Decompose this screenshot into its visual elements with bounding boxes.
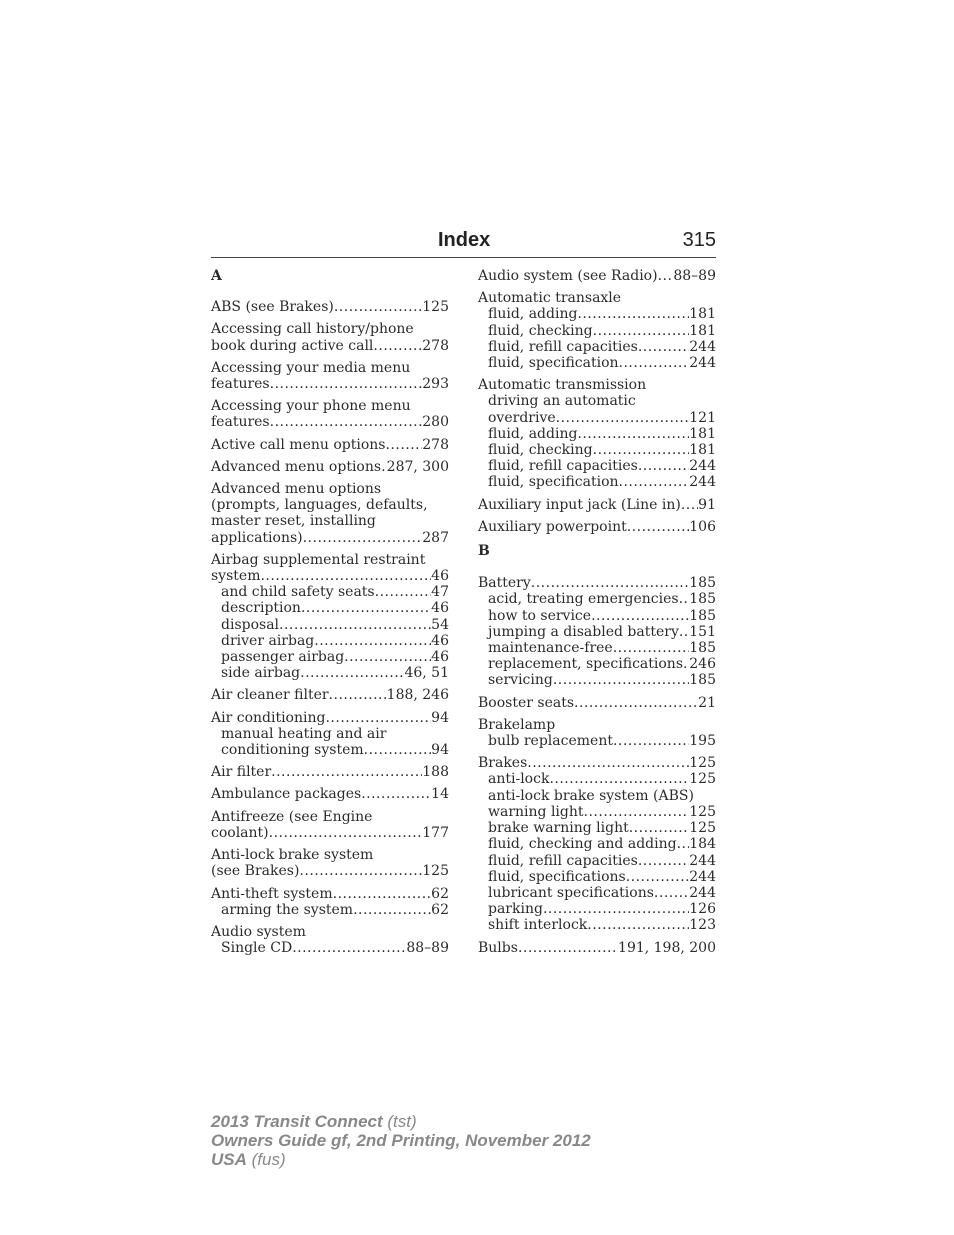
- entry-page-number: 46: [431, 600, 449, 617]
- dot-leader: [353, 902, 431, 918]
- entry-text: Airbag supplemental restraint: [211, 551, 426, 568]
- index-term: [478, 268, 716, 284]
- index-subentry: [478, 339, 716, 355]
- entry-page-number: 278: [422, 436, 449, 453]
- dot-leader: [638, 853, 689, 869]
- entry-page-number: 91: [698, 496, 716, 513]
- index-subentry: [211, 902, 449, 918]
- index-subentry: [478, 393, 716, 409]
- index-subentry: [211, 649, 449, 665]
- entry-text: Booster seats: [478, 694, 575, 711]
- entry-text: coolant): [211, 824, 269, 841]
- dot-leader: [549, 771, 689, 787]
- entry-page-number: 280: [422, 414, 449, 431]
- index-entry: [211, 481, 449, 546]
- entry-text: ABS (see Brakes): [211, 299, 334, 316]
- index-subentry: [478, 901, 716, 917]
- entry-text: driver airbag: [221, 632, 315, 649]
- index-term: [211, 786, 449, 802]
- index-subentry: [211, 584, 449, 600]
- index-subentry: [211, 600, 449, 616]
- dot-leader: [654, 885, 689, 901]
- index-term: [211, 513, 449, 529]
- index-term: [211, 886, 449, 902]
- dot-leader: [329, 687, 387, 703]
- entry-page-number: 125: [689, 820, 716, 837]
- index-entry: [478, 519, 716, 535]
- entry-text: (prompts, languages, defaults,: [211, 497, 428, 514]
- entry-page-number: 195: [689, 733, 716, 750]
- index-entry: [478, 377, 716, 490]
- dot-leader: [679, 591, 690, 607]
- entry-page-number: 151: [689, 623, 716, 640]
- dot-leader: [658, 268, 674, 284]
- page-number: 315: [682, 229, 716, 251]
- index-entry: [211, 764, 449, 780]
- dot-leader: [638, 339, 689, 355]
- entry-text: replacement, specifications: [488, 656, 684, 673]
- entry-text: acid, treating emergencies: [488, 591, 679, 608]
- section-letter: A: [211, 268, 222, 284]
- index-subentry: [211, 726, 449, 742]
- entry-text: brake warning light: [488, 820, 629, 837]
- entry-text: Air filter: [211, 764, 272, 781]
- entry-page-number: 184: [689, 836, 716, 853]
- index-term: [211, 338, 449, 354]
- index-term: [211, 552, 449, 568]
- index-subentry: [478, 672, 716, 688]
- entry-text: Accessing call history/phone: [211, 321, 414, 338]
- entry-text: disposal: [221, 616, 280, 633]
- index-entry: [211, 552, 449, 682]
- dot-leader: [593, 323, 690, 339]
- entry-text: Anti-theft system: [211, 885, 333, 902]
- index-term: [211, 360, 449, 376]
- index-term: [478, 940, 716, 956]
- index-subentry: [478, 608, 716, 624]
- entry-text: anti-lock brake system (ABS): [488, 787, 694, 804]
- index-entry: [211, 437, 449, 453]
- entry-text: and child safety seats: [221, 584, 375, 601]
- dot-leader: [627, 519, 690, 535]
- entry-page-number: 181: [689, 322, 716, 339]
- index-term: [211, 299, 449, 315]
- entry-text: Auxiliary input jack (Line in): [478, 496, 681, 513]
- index-subentry: [211, 617, 449, 633]
- dot-leader: [613, 733, 689, 749]
- footer-guide: Owners Guide gf, 2nd Printing, November 2012: [211, 1131, 591, 1150]
- entry-page-number: 125: [422, 863, 449, 880]
- index-subentry: [211, 633, 449, 649]
- dot-leader: [577, 426, 689, 442]
- index-entry: [211, 809, 449, 841]
- dot-leader: [333, 886, 432, 902]
- index-term: [478, 695, 716, 711]
- entry-text: warning light: [488, 803, 584, 820]
- entry-page-number: 54: [431, 616, 449, 633]
- index-term: [211, 764, 449, 780]
- footer-market-code: (fus): [246, 1150, 286, 1169]
- index-term: [211, 847, 449, 863]
- index-entry: [211, 847, 449, 879]
- entry-page-number: 123: [689, 917, 716, 934]
- dot-leader: [300, 665, 404, 681]
- entry-text: how to service: [488, 607, 592, 624]
- entry-page-number: 278: [422, 337, 449, 354]
- entry-text: servicing: [488, 672, 553, 689]
- entry-page-number: 244: [689, 852, 716, 869]
- entry-page-number: 88–89: [406, 940, 449, 957]
- dot-leader: [638, 458, 689, 474]
- entry-text: applications): [211, 529, 303, 546]
- index-subentry: [478, 640, 716, 656]
- entry-text: (see Brakes): [211, 863, 300, 880]
- dot-leader: [385, 437, 422, 453]
- index-entry: [478, 497, 716, 513]
- index-subentry: [478, 624, 716, 640]
- entry-text: fluid, checking: [488, 442, 593, 459]
- dot-leader: [677, 836, 690, 852]
- entry-text: fluid, refill capacities: [488, 338, 638, 355]
- entry-text: fluid, checking: [488, 322, 593, 339]
- entry-text: Audio system (see Radio): [478, 268, 658, 284]
- entry-text: driving an automatic: [488, 393, 636, 410]
- entry-text: manual heating and air: [221, 725, 387, 742]
- entry-text: maintenance-free: [488, 640, 613, 657]
- dot-leader: [593, 442, 690, 458]
- entry-text: shift interlock: [488, 917, 588, 934]
- index-term: [211, 321, 449, 337]
- dot-leader: [314, 633, 431, 649]
- entry-text: Automatic transmission: [478, 377, 647, 394]
- dot-leader: [619, 355, 690, 371]
- entry-page-number: 188: [422, 764, 449, 781]
- footer-model-code: (tst): [382, 1112, 417, 1131]
- entry-text: Brakelamp: [478, 716, 556, 733]
- entry-page-number: 246: [689, 656, 716, 673]
- entry-text: lubricant specifications: [488, 884, 654, 901]
- dot-leader: [364, 742, 432, 758]
- entry-text: fluid, refill capacities: [488, 852, 638, 869]
- dot-leader: [301, 600, 431, 616]
- index-subentry: [478, 917, 716, 933]
- entry-page-number: 125: [689, 755, 716, 772]
- entry-text: Active call menu options: [211, 436, 386, 453]
- entry-page-number: 181: [689, 442, 716, 459]
- entry-page-number: 244: [689, 884, 716, 901]
- dot-leader: [679, 624, 689, 640]
- dot-leader: [556, 410, 690, 426]
- entry-page-number: 46: [431, 632, 449, 649]
- entry-page-number: 106: [689, 518, 716, 535]
- index-subentry: [478, 591, 716, 607]
- index-term: [478, 497, 716, 513]
- entry-page-number: 244: [689, 458, 716, 475]
- index-term: [478, 377, 716, 393]
- index-subentry: [478, 869, 716, 885]
- entry-page-number: 125: [689, 803, 716, 820]
- dot-leader: [334, 299, 422, 315]
- dot-leader: [527, 755, 689, 771]
- entry-page-number: 244: [689, 355, 716, 372]
- entry-text: Anti-lock brake system: [211, 847, 374, 864]
- entry-page-number: 88–89: [673, 268, 716, 284]
- entry-page-number: 14: [431, 786, 449, 803]
- index-entry: [211, 321, 449, 353]
- entry-text: bulb replacement: [488, 733, 613, 750]
- entry-page-number: 126: [689, 901, 716, 918]
- index-entry: [211, 886, 449, 918]
- index-column-left: [211, 268, 449, 962]
- index-term: [211, 459, 449, 475]
- section-letter: B: [478, 543, 490, 560]
- entry-text: jumping a disabled battery: [488, 623, 679, 640]
- index-subentry: [478, 853, 716, 869]
- entry-text: Bulbs: [478, 939, 518, 956]
- index-subentry: [478, 820, 716, 836]
- page-header: [211, 229, 716, 258]
- index-subentry: [478, 885, 716, 901]
- dot-leader: [344, 649, 431, 665]
- dot-leader: [279, 617, 431, 633]
- index-column-right: [478, 268, 716, 962]
- entry-text: features: [211, 376, 270, 393]
- index-entry: [211, 398, 449, 430]
- dot-leader: [270, 414, 423, 430]
- dot-leader: [518, 940, 618, 956]
- index-subentry: [211, 665, 449, 681]
- dot-leader: [375, 584, 432, 600]
- entry-text: fluid, checking and adding: [488, 836, 677, 853]
- footer-model: 2013 Transit Connect: [211, 1112, 383, 1131]
- entry-text: Advanced menu options: [211, 481, 382, 498]
- entry-page-number: 125: [689, 771, 716, 788]
- entry-page-number: 94: [431, 709, 449, 726]
- entry-text: Air conditioning: [211, 709, 326, 726]
- index-entry: [211, 924, 449, 956]
- entry-page-number: 188, 246: [386, 687, 449, 704]
- dot-leader: [553, 672, 689, 688]
- footer-line-1: [211, 1112, 591, 1131]
- index-term: [478, 519, 716, 535]
- dot-leader: [629, 820, 690, 836]
- entry-text: fluid, specification: [488, 355, 619, 372]
- entry-text: description: [221, 600, 301, 617]
- dot-leader: [574, 695, 698, 711]
- entry-page-number: 185: [689, 640, 716, 657]
- entry-page-number: 185: [689, 575, 716, 592]
- index-term: [211, 825, 449, 841]
- index-term: [211, 497, 449, 513]
- entry-text: fluid, specifications: [488, 868, 626, 885]
- index-subentry: [478, 323, 716, 339]
- entry-page-number: 47: [431, 584, 449, 601]
- index-entry: [211, 459, 449, 475]
- entry-page-number: 46, 51: [404, 665, 449, 682]
- entry-text: master reset, installing: [211, 513, 376, 530]
- index-entry: [478, 575, 716, 688]
- entry-text: system: [211, 568, 261, 585]
- entry-text: fluid, adding: [488, 306, 578, 323]
- index-term: [211, 414, 449, 430]
- index-subentry: [478, 656, 716, 672]
- dot-leader: [531, 575, 689, 591]
- index-entry: [478, 940, 716, 956]
- entry-page-number: 287, 300: [386, 458, 449, 475]
- entry-text: Single CD: [221, 940, 293, 957]
- dot-leader: [613, 640, 690, 656]
- entry-text: overdrive: [488, 409, 556, 426]
- entry-text: fluid, adding: [488, 425, 578, 442]
- dot-leader: [270, 376, 423, 392]
- entry-text: Accessing your phone menu: [211, 398, 411, 415]
- dot-leader: [269, 825, 423, 841]
- dot-leader: [299, 863, 422, 879]
- entry-text: Antifreeze (see Engine: [211, 808, 373, 825]
- entry-text: book during active call: [211, 337, 374, 354]
- entry-page-number: 21: [698, 694, 716, 711]
- index-subentry: [478, 442, 716, 458]
- entry-page-number: 181: [689, 306, 716, 323]
- index-entry: [211, 360, 449, 392]
- index-entry: [478, 695, 716, 711]
- entry-page-number: 121: [689, 409, 716, 426]
- dot-leader: [271, 764, 422, 780]
- index-term: [211, 710, 449, 726]
- footer-line-2: [211, 1131, 591, 1150]
- dot-leader: [619, 474, 690, 490]
- entry-page-number: 94: [431, 742, 449, 759]
- index-entry: [211, 687, 449, 703]
- entry-text: side airbag: [221, 665, 301, 682]
- dot-leader: [584, 804, 690, 820]
- entry-text: conditioning system: [221, 742, 364, 759]
- entry-page-number: 46: [431, 649, 449, 666]
- index-subentry: [478, 788, 716, 804]
- entry-text: Accessing your media menu: [211, 359, 411, 376]
- entry-page-number: 244: [689, 338, 716, 355]
- index-subentry: [478, 410, 716, 426]
- entry-text: features: [211, 414, 270, 431]
- index-term: [211, 530, 449, 546]
- index-term: [211, 863, 449, 879]
- index-subentry: [478, 771, 716, 787]
- entry-text: Auxiliary powerpoint: [478, 518, 627, 535]
- dot-leader: [260, 568, 431, 584]
- entry-page-number: 293: [422, 376, 449, 393]
- index-entry: [478, 717, 716, 749]
- index-entry: [478, 268, 716, 284]
- index-term: [211, 437, 449, 453]
- index-term: [211, 568, 449, 584]
- index-term: [211, 481, 449, 497]
- entry-text: Ambulance packages: [211, 786, 362, 803]
- footer-market: USA: [211, 1150, 247, 1169]
- entry-page-number: 46: [431, 568, 449, 585]
- dot-leader: [292, 940, 406, 956]
- index-term: [478, 290, 716, 306]
- dot-leader: [577, 306, 689, 322]
- entry-text: Automatic transaxle: [478, 290, 622, 307]
- entry-text: parking: [488, 901, 543, 918]
- index-term: [211, 398, 449, 414]
- footer-line-3: [211, 1150, 591, 1169]
- index-entry: [211, 299, 449, 315]
- index-term: [211, 376, 449, 392]
- index-subentry: [211, 742, 449, 758]
- index-entry: [478, 290, 716, 371]
- entry-page-number: 125: [422, 299, 449, 316]
- index-subentry: [478, 836, 716, 852]
- entry-text: fluid, specification: [488, 474, 619, 491]
- entry-page-number: 244: [689, 474, 716, 491]
- dot-leader: [587, 917, 689, 933]
- index-entry: [211, 786, 449, 802]
- entry-text: fluid, refill capacities: [488, 458, 638, 475]
- index-term: [478, 717, 716, 733]
- dot-leader: [303, 530, 423, 546]
- entry-text: arming the system: [221, 901, 354, 918]
- entry-text: Audio system: [211, 923, 306, 940]
- entry-text: Battery: [478, 575, 531, 592]
- index-subentry: [478, 804, 716, 820]
- dot-leader: [373, 338, 422, 354]
- dot-leader: [681, 497, 698, 513]
- index-subentry: [478, 355, 716, 371]
- index-entry: [478, 755, 716, 933]
- entry-page-number: 185: [689, 591, 716, 608]
- index-term: [211, 809, 449, 825]
- entry-page-number: 191, 198, 200: [618, 939, 716, 956]
- page-title: Index: [438, 229, 491, 251]
- entry-text: passenger airbag: [221, 649, 345, 666]
- entry-text: Air cleaner filter: [211, 687, 329, 704]
- dot-leader: [591, 608, 689, 624]
- page-footer: [211, 1112, 591, 1169]
- entry-page-number: 177: [422, 824, 449, 841]
- index-term: [478, 575, 716, 591]
- dot-leader: [361, 786, 431, 802]
- entry-page-number: 181: [689, 425, 716, 442]
- dot-leader: [543, 901, 689, 917]
- index-subentry: [211, 940, 449, 956]
- index-entry: [211, 710, 449, 759]
- dot-leader: [626, 869, 690, 885]
- entry-text: Brakes: [478, 755, 528, 772]
- index-subentry: [478, 458, 716, 474]
- entry-page-number: 287: [422, 529, 449, 546]
- index-subentry: [478, 474, 716, 490]
- index-term: [211, 924, 449, 940]
- index-term: [478, 755, 716, 771]
- entry-page-number: 185: [689, 607, 716, 624]
- index-term: [211, 687, 449, 703]
- entry-text: Advanced menu options: [211, 458, 382, 475]
- entry-page-number: 244: [689, 868, 716, 885]
- index-subentry: [478, 306, 716, 322]
- index-subentry: [478, 426, 716, 442]
- index-subentry: [478, 733, 716, 749]
- dot-leader: [325, 710, 431, 726]
- entry-text: anti-lock: [488, 771, 550, 788]
- entry-page-number: 62: [431, 901, 449, 918]
- entry-page-number: 62: [431, 885, 449, 902]
- entry-page-number: 185: [689, 672, 716, 689]
